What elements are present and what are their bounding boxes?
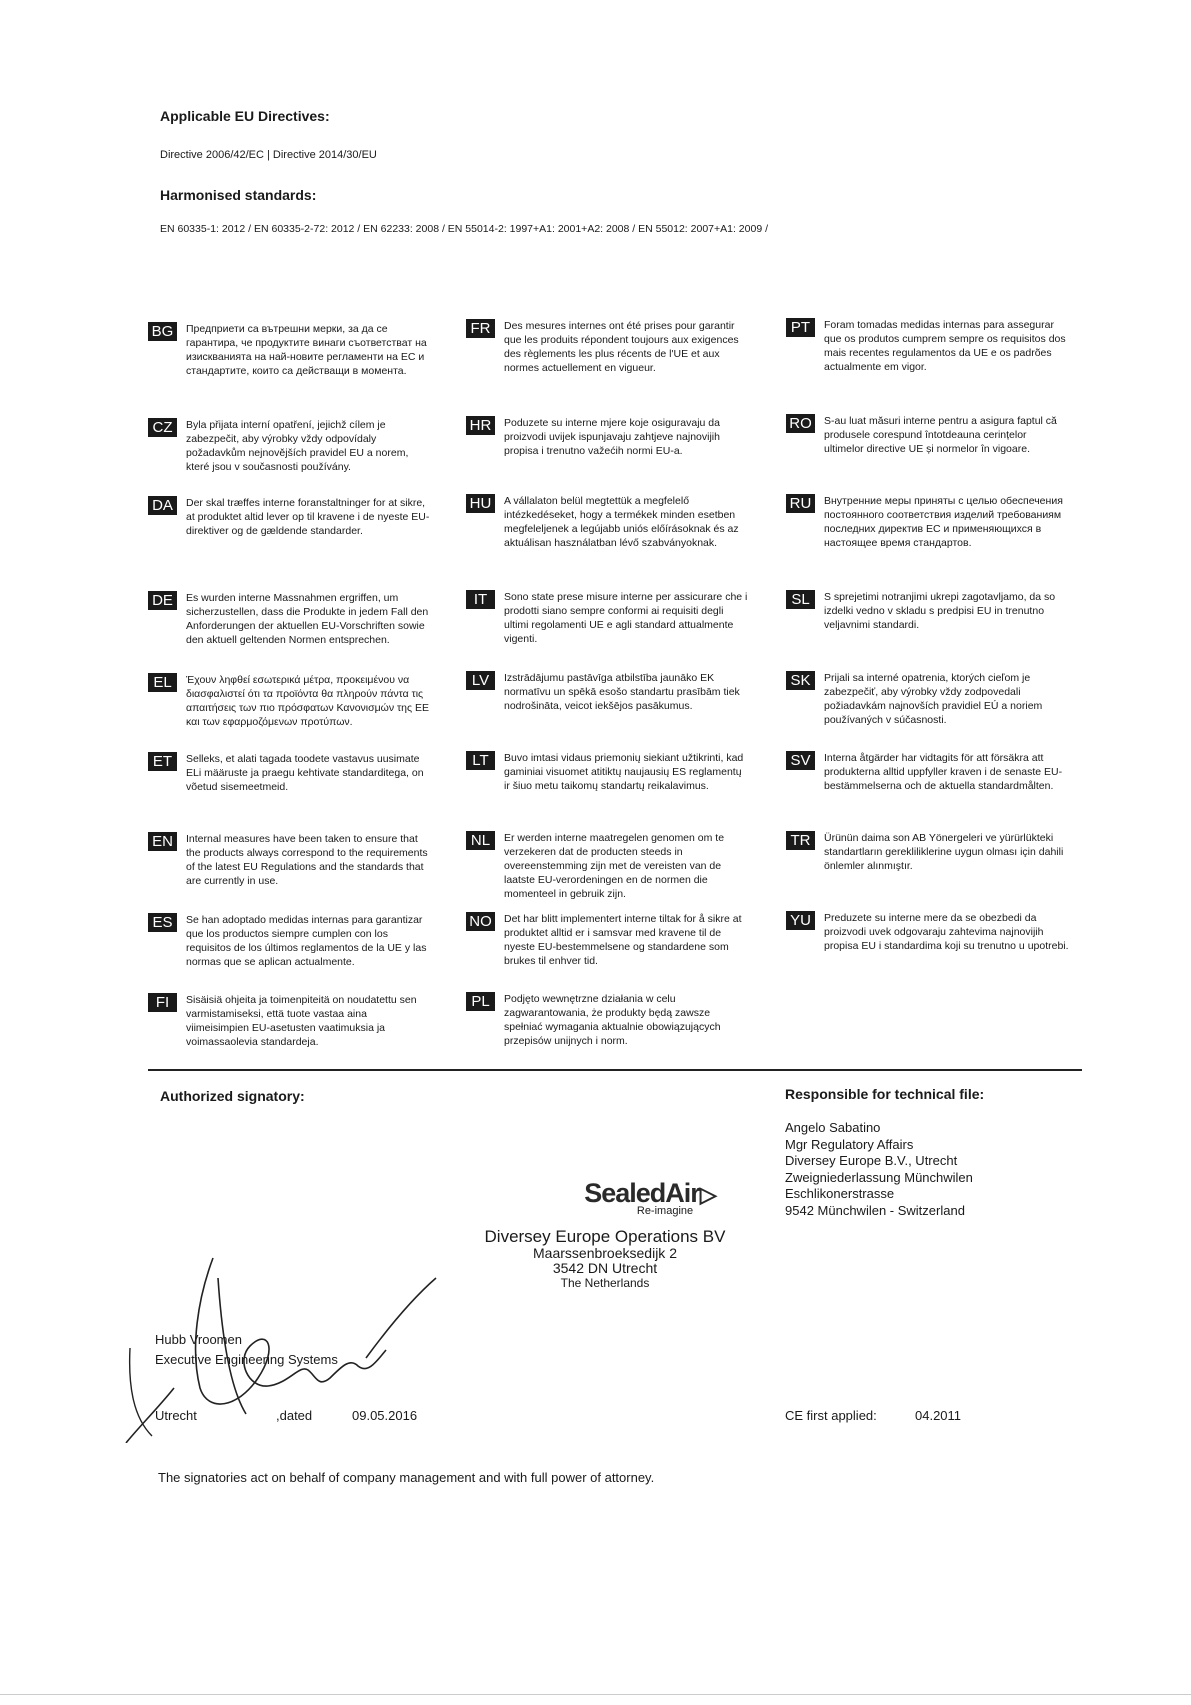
logo-tagline: Re-imagine [636, 1205, 694, 1217]
lang-code: ET [148, 752, 177, 771]
lang-code: TR [786, 831, 815, 850]
ce-first-applied-value: 04.2011 [915, 1408, 962, 1423]
company-street: Maarssenbroeksedijk 2 [533, 1245, 677, 1261]
logo-triangle-icon: ▷ [699, 1182, 716, 1207]
lang-code: DE [148, 591, 177, 610]
lang-text: Sono state prese misure interne per assicurare che i prodotti siano sempre conformi ai requisiti degli ultimi regolamenti UE e agli standard attualmente vigenti. [504, 591, 748, 645]
company-country: The Netherlands [560, 1276, 650, 1290]
lang-code: YU [786, 911, 815, 930]
lang-code: SV [786, 751, 815, 770]
lang-code: EL [148, 673, 177, 692]
signatory-name: Hubb Vroomen [155, 1332, 242, 1347]
lang-text: Внутренние меры приняты с целью обеспечения постоянного соответствия изделий требованиям последних директив ЕС и применяющихся в настоящее время стандартов. [824, 495, 1063, 549]
company-city: 3542 DN Utrecht [552, 1260, 658, 1276]
contact-line: Diversey Europe B.V., Utrecht [785, 1153, 958, 1168]
lang-code: IT [466, 590, 495, 609]
signature-date: 09.05.2016 [352, 1408, 418, 1423]
lang-text: Foram tomadas medidas internas para assegurar que os produtos cumprem sempre os requisitos dos mais recentes regulamentos da UE e os padrões actualmente em vigor. [824, 319, 1066, 373]
standards-value: EN 60335-1: 2012 / EN 60335-2-72: 2012 / EN 62233: 2008 / EN 55014-2: 1997+A1: 2001+A2: 2008 / EN 55012: 2007+A1: 2009 / [160, 223, 769, 235]
lang-text: S sprejetimi notranjimi ukrepi zagotavljamo, da so izdelki vedno v skladu s predpisi EU in trenutno veljavnimi standardi. [824, 591, 1056, 631]
authorized-signatory-title: Authorized signatory: [160, 1088, 305, 1104]
lang-text: Podjęto wewnętrzne działania w celu zagwarantowania, że produkty będą zawsze spełniać wymagania aktualnie obowiązujących przepisów unijnych i norm. [504, 993, 721, 1047]
footer-note: The signatories act on behalf of company management and with full power of attorney. [158, 1470, 655, 1485]
lang-code: ES [148, 913, 177, 932]
lang-text: Es wurden interne Massnahmen ergriffen, um sicherzustellen, dass die Produkte in jedem Fall den Anforderungen der aktuellen EU-Vorschriften sowie den aktuell geltenden Normen entsprechen. [186, 592, 429, 646]
lang-code: SK [786, 671, 815, 690]
lang-text: Se han adoptado medidas internas para garantizar que los productos siempre cumplen con los requisitos de los últimos reglamentos de la UE y las normas que se aplican actualmente. [186, 914, 427, 968]
contact-line: Zweigniederlassung Münchwilen [785, 1169, 973, 1185]
company-stamp [510, 1178, 790, 1217]
lang-code: PL [466, 992, 495, 1011]
contact-line: Mgr Regulatory Affairs [785, 1136, 914, 1152]
lang-code: RU [786, 494, 815, 513]
lang-code: CZ [148, 418, 177, 437]
dated-label: ,dated [276, 1408, 313, 1423]
lang-code: HU [466, 494, 495, 513]
lang-text: Sisäisiä ohjeita ja toimenpiteitä on noudatettu sen varmistamiseksi, että tuote vastaa aina viimeisimpien EU-asetusten vaatimuksia ja voimassaolevia standardeja. [186, 994, 417, 1048]
lang-code: SL [786, 590, 815, 609]
lang-code: LT [466, 751, 495, 770]
contact-line: Eschlikonerstrasse [785, 1186, 895, 1201]
lang-code: LV [466, 671, 495, 690]
lang-code: HR [466, 416, 495, 435]
lang-code: RO [786, 414, 815, 433]
lang-text: Det har blitt implementert interne tiltak for å sikre at produktet alltid er i samsvar med kravene til de nyeste EU-bestemmelsene og standardene som brukes til enhver tid. [504, 913, 742, 967]
company-name: Diversey Europe Operations BV [484, 1227, 726, 1246]
signature-place: Utrecht [155, 1408, 197, 1423]
technical-file-title: Responsible for technical file: [785, 1086, 985, 1102]
lang-code: EN [148, 832, 177, 851]
lang-code: NL [466, 831, 495, 850]
technical-file-contact [785, 1120, 973, 1219]
directives-title: Applicable EU Directives: [160, 108, 330, 124]
lang-text: S-au luat măsuri interne pentru a asigura faptul că produsele corespund întotdeauna cerințelor ultimelor directive UE și normelor în vigoare. [824, 415, 1057, 455]
logo-text: SealedAir [584, 1178, 700, 1208]
lang-code: NO [466, 912, 495, 931]
lang-text: Izstrādājumu pastāvīga atbilstība jaunāko EK normatīvu un spēkā esošo standartu prasībām tiek nodrošināta, veicot iekšējos pasākumus. [504, 672, 740, 712]
lang-text: A vállalaton belül megtettük a megfelelő intézkedéseket, hogy a termékek minden esetben megfeleljenek a legújabb uniós előírásoknak és az aktuálisan használatban lévő szabványoknak. [504, 495, 739, 549]
company-address [455, 1228, 755, 1290]
lang-text: Internal measures have been taken to ensure that the products always correspond to the requirements of the latest EU Regulations and the standards that are currently in use. [186, 833, 428, 887]
lang-code: BG [148, 322, 177, 341]
lang-text: Buvo imtasi vidaus priemonių siekiant užtikrinti, kad gaminiai visuomet atitiktų naujausių ES reglamentų ir šiuo metu taikomų standartų reikalavimus. [504, 752, 744, 792]
lang-text: Er werden interne maatregelen genomen om te verzekeren dat de producten steeds in overeenstemming zijn met de vereisten van de laatste EU-verordeningen en de normen die momenteel in gebruik zijn. [504, 832, 725, 900]
page-bottom-edge [0, 1694, 1191, 1695]
lang-text: Interna åtgärder har vidtagits för att försäkra att produkterna alltid uppfyller kraven i de senaste EU-bestämmelserna och de aktuella standardmålten. [824, 752, 1063, 792]
lang-code: FI [148, 993, 177, 1012]
section-divider [148, 1069, 1082, 1071]
contact-line: Angelo Sabatino [785, 1120, 881, 1135]
contact-line: 9542 Münchwilen - Switzerland [785, 1202, 965, 1218]
lang-code: DA [148, 496, 177, 515]
lang-text: Selleks, et alati tagada toodete vastavus uusimate ELi määruste ja praegu kehtivate standarditega, on võetud sisemeetmeid. [186, 753, 424, 793]
lang-text: Prijali sa interné opatrenia, ktorých cieľom je zabezpečiť, aby výrobky vždy zodpovedali požiadavkám najnovších pravidiel EÚ a noriem používaných v súčasnosti. [824, 672, 1043, 726]
directives-value: Directive 2006/42/EC | Directive 2014/30/EU [160, 149, 377, 161]
lang-text: Poduzete su interne mjere koje osiguravaju da proizvodi uvijek ispunjavaju zahtjeve najnovijih propisa i trenutno važećih normi EU-a. [504, 417, 720, 457]
lang-text: Preduzete su interne mere da se obezbedi da proizvodi uvek odgovaraju zahtevima najnovijih propisa EU i standardima koji su trenutno u upotrebi. [824, 912, 1069, 952]
lang-text: Der skal træffes interne foranstaltninger for at sikre, at produktet altid lever op til kravene i de nyeste EU-direktiver og de gældende standarder. [186, 497, 430, 537]
signatory-role: Executive Engineering Systems [155, 1352, 338, 1367]
lang-code: FR [466, 319, 495, 338]
lang-text: Έχουν ληφθεί εσωτερικά μέτρα, προκειμένου να διασφαλιστεί ότι τα προϊόντα θα πληρούν πάντα τις απαιτήσεις των πιο πρόσφατων Κανονισμών της ΕΕ και των εφαρμοζόμενων προτύπων. [186, 674, 429, 728]
lang-text: Des mesures internes ont été prises pour garantir que les produits répondent toujours aux exigences des règlements les plus récents de l'UE et aux normes actuellement en vigueur. [504, 320, 739, 374]
lang-text: Ürünün daima son AB Yönergeleri ve yürürlükteki standartların gerekliliklerine uygun olması için dahili önlemler alınmıştır. [824, 832, 1064, 872]
lang-text: Byla přijata interní opatření, jejichž cílem je zabezpečit, aby výrobky vždy odpovídaly požadavkům nejnovějších pravidel EU a norem, které jsou v současnosti používány. [186, 419, 409, 473]
lang-text: Предприети са вътрешни мерки, за да се гарантира, че продуктите винаги съответстват на изискванията на най-новите регламенти на ЕС и стандартите, които са действащи в момента. [186, 323, 427, 377]
ce-first-applied-label: CE first applied: [785, 1408, 877, 1423]
lang-code: PT [786, 318, 815, 337]
standards-title: Harmonised standards: [160, 187, 317, 203]
